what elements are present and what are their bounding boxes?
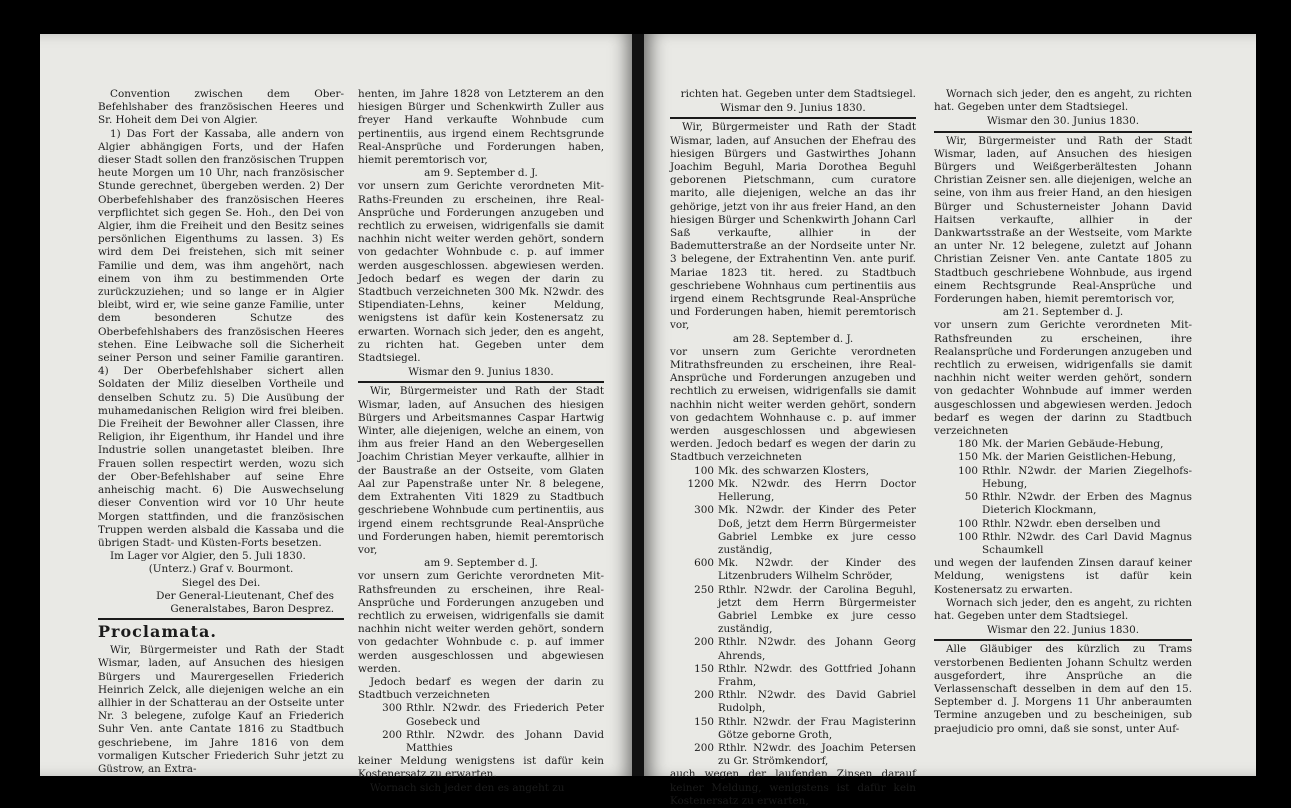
wismar-date: Wismar den 9. Junius 1830. xyxy=(408,366,554,379)
notice-rule xyxy=(934,639,1192,641)
list-item xyxy=(670,716,916,742)
notice-date: am 28. September d. J. xyxy=(732,332,854,345)
notice-continuation: henten, im Jahre 1828 von Letzterem an den hiesigen Bürger und Schenkwirth Zuller aus freyer Hand verkaufte Wohnbude cum pertinentiis, aus irgend einem Rechtsgrunde Real-Ansprüche und Forderungen haben, hiemit peremtorisch vor, xyxy=(358,88,604,167)
section-rule xyxy=(98,618,344,620)
list-item xyxy=(670,663,916,689)
list-amount: 200 xyxy=(382,728,402,741)
list-item xyxy=(934,518,1192,531)
list-item xyxy=(670,689,916,715)
list-item xyxy=(934,491,1192,517)
notice-date: am 9. September d. J. xyxy=(424,167,538,180)
list-amount: 150 xyxy=(958,451,978,464)
list-item xyxy=(934,438,1192,451)
list-text: Rthlr. N2wdr. des David Gabriel Rudolph, xyxy=(718,689,916,715)
list-item xyxy=(670,584,916,637)
list-item xyxy=(670,742,916,768)
list-item xyxy=(670,478,916,504)
notice-text: Jedoch bedarf es wegen der darin zu Stadtbuch verzeichneten xyxy=(358,675,604,702)
wismar-date: Wismar den 30. Junius 1830. xyxy=(986,115,1140,128)
list-amount: 200 xyxy=(694,689,714,702)
wismar-date: Wismar den 22. Junius 1830. xyxy=(986,624,1140,637)
convention-intro: Convention zwischen dem Ober-Befehlshaber des französischen Heeres und Sr. Hoheit dem Dei von Algier. xyxy=(98,88,344,127)
notice-text: vor unsern zum Gerichte verordneten Mit-Raths-Freunden zu erscheinen, ihre Real-Ansprüche und Forderungen anzugeben und rechtlich zu erweisen, widrigenfalls sie damit nachhin nicht weiter werden gehört, sondern von gedachter Wohnbude c. p. auf immer werden ausgeschlossen. abgewiesen werden. Jedoch bedarf es wegen der darin zu Stadtbuch verzeichneten 300 Mk. N2wdr. des Stipendiaten-Lehns, keiner Meldung, wenigstens ist dafür kein Kostenersatz zu erwarten. Wornach sich jeder, den es angeht, zu richten hat. Gegeben unter dem Stadtsiegel. xyxy=(358,180,604,365)
list-text: Mk. des schwarzen Klosters, xyxy=(718,464,870,477)
list-text: Mk. der Marien Gebäude-Hebung, xyxy=(982,438,1164,451)
list-amount: 1200 xyxy=(687,477,714,490)
wismar-date: Wismar den 9. Junius 1830. xyxy=(720,102,866,115)
list-item xyxy=(934,451,1192,464)
list-text: Rthlr. N2wdr. der Frau Magisterinn Götze geborne Groth, xyxy=(718,715,916,741)
list-amount: 300 xyxy=(694,504,714,517)
notice-text: vor unsern zum Gerichte verordneten Mitrathsfreunden zu erscheinen, ihre Real-Ansprüche und Forderungen anzugeben und rechtlich zu erweisen, widrigenfalls sie damit nachhin nicht weiter werden gehört, sondern von gedachtem Wohnhause c. p. auf immer werden ausgeschlossen und abgewiesen werden. Jedoch bedarf es wegen der darin zu Stadtbuch verzeichneten xyxy=(670,345,916,464)
notice-rule xyxy=(934,131,1192,133)
list-amount: 50 xyxy=(964,491,978,504)
notice-text: vor unsern zum Gerichte verordneten Mit-Rathsfreunden zu erscheinen, ihre Realansprüche und Forderungen anzugeben und rechtlich zu erweisen, widrigenfalls sie damit nachhin nicht weiter werden gehört, sondern von gedachter Wohnbude auf immer werden ausgeschlossen und abgewiesen werden. Jedoch bedarf es wegen der darinn zu Stadtbuch verzeichneten xyxy=(934,319,1192,438)
notice-rule xyxy=(670,117,916,119)
list-amount: 200 xyxy=(694,741,714,754)
list-item xyxy=(670,465,916,478)
list-amount: 100 xyxy=(694,464,714,477)
list-amount: 100 xyxy=(958,530,978,543)
list-item xyxy=(934,531,1192,557)
list-text: Rthlr. N2wdr. des Friederich Peter Gosebeck und xyxy=(406,702,604,728)
notice-text: auch wegen der laufenden Zinsen darauf keiner Meldung, wenigstens ist dafür kein Kostenersatz zu erwarten, xyxy=(670,768,916,807)
right-column-4 xyxy=(934,88,1192,736)
list-text: Mk. der Marien Geistlichen-Hebung, xyxy=(982,451,1176,464)
notice-body: Wir, Bürgermeister und Rath der Stadt Wismar, laden, auf Ansuchen des hiesigen Bürgers und Arbeitsmannes Caspar Hartwig Winter, alle diejenigen, welche an einem, von ihm aus freier Hand an den Webergesellen Joachim Christian Meyer verkaufte, allhier in der Baustraße an der Ostseite, vom Glaten Aal zur Papenstraße unter Nr. 8 belegene, dem Extrahenten Viti 1829 zu Stadtbuch geschriebene Wohnbude cum pertinentiis, aus irgend einem rechtsgrunde Real-Ansprüche und Forderungen haben, hiemit peremtorisch vor, xyxy=(358,385,604,556)
list-text: Mk. N2wdr. der Kinder des Litzenbruders Wilhelm Schröder, xyxy=(718,557,916,583)
list-text: Rthlr. N2wdr. des Gottfried Johann Frahm, xyxy=(718,662,916,688)
seal-line: Siegel des Dei. xyxy=(181,576,261,589)
left-column-2 xyxy=(358,88,604,795)
notice-date: am 21. September d. J. xyxy=(1002,306,1124,319)
list-amount: 180 xyxy=(958,438,978,451)
list-item xyxy=(670,636,916,662)
notice-text: keiner Meldung wenigstens ist dafür kein Kostenersatz zu erwarten. xyxy=(358,755,604,781)
notice-text: und wegen der laufenden Zinsen darauf keiner Meldung, wenigstens ist dafür kein Kostenersatz zu erwarten. xyxy=(934,557,1192,596)
list-amount: 250 xyxy=(694,583,714,596)
notice-text: vor unsern zum Gerichte verordneten Mit-Rathsfreunden zu erscheinen, ihre Real-Ansprüche und Forderungen anzugeben und rechtlich zu erweisen, widrigenfalls sie damit nachhin nicht weiter werden gehört, sondern von gedachter Wohnbude c. p. auf immer werden ausgeschlossen und abgewiesen werden. xyxy=(358,570,604,675)
list-item xyxy=(358,702,604,728)
signed-line: (Unterz.) Graf v. Bourmont. xyxy=(148,563,294,576)
list-amount: 100 xyxy=(958,464,978,477)
notice-text: Wornach sich jeder den es angeht zu xyxy=(370,781,565,794)
notice-text: Wornach sich jeder, den es angeht, zu richten hat. Gegeben unter dem Stadtsiegel. xyxy=(934,596,1192,622)
list-text: Rthlr. N2wdr. des Joachim Petersen zu Gr. Strömkendorf, xyxy=(718,741,916,768)
list-item xyxy=(670,557,916,583)
left-column-1 xyxy=(98,88,344,776)
list-item xyxy=(670,504,916,557)
list-text: Rthlr. N2wdr. des Johann David Matthies xyxy=(406,728,604,754)
list-text: Mk. N2wdr. des Herrn Doctor Hellerung, xyxy=(718,477,916,504)
notice-body: Alle Gläubiger des kürzlich zu Trams verstorbenen Bedienten Johann Schultz werden ausgefordert, ihre Ansprüche an die Verlassenschaft desselben in dem auf den 15. September d. J. Morgens 11 Uhr anberaumten Termine anzugeben und zu bescheinigen, sub praejudicio pro omni, daß sie sonst, unter Auf- xyxy=(934,643,1192,735)
notice-rule xyxy=(358,381,604,383)
list-amount: 100 xyxy=(958,517,978,530)
list-amount: 150 xyxy=(694,662,714,675)
list-text: Rthlr. N2wdr. der Carolina Beguhl, jetzt dem Herrn Bürgermeister Gabriel Lembke ex jure cesso zuständig, xyxy=(718,583,916,636)
list-amount: 200 xyxy=(694,636,714,649)
left-page xyxy=(40,34,634,794)
notice-body: Wir, Bürgermeister und Rath der Stadt Wismar, laden, auf Ansuchen des hiesigen Bürgers und Weißgerberältesten Johann Christian Zeisner sen. alle diejenigen, welche an seine, von ihm aus freier Hand, an den hiesigen Bürger und Schusterneister Johann David Haitsen verkaufte, allhier in der Dankwartsstraße an der Westseite, vom Markte an unter Nr. 12 belegene, zuletzt auf Johann Christian Zeisner Ven. ante Cantate 1805 zu Stadtbuch geschriebene Wohnbude, aus irgend einem Rechtsgrunde Real-Ansprüche und Forderungen haben, hiemit peremtorisch vor, xyxy=(934,134,1192,306)
notice-body: Wir, Bürgermeister und Rath der Stadt Wismar, laden, auf Ansuchen der Ehefrau des hiesigen Bürgers und Gastwirthes Johann Joachim Beguhl, Maria Dorothea Beguhl geborenen Pietschmann, cum curatore marito, alle diejenigen, welche an das ihr gehörige, jetzt von ihr aus freier Hand, an den hiesigen Bürger und Schenkwirth Johann Carl Saß verkaufte, allhier in der Bademutterstraße an der Nordseite unter Nr. 3 belegene, der Extrahentinn Ven. ante purif. Mariae 1823 tit. hered. zu Stadtbuch geschriebene Wohnhaus cum pertinentiis aus irgend einem Rechtsgrunde Real-Ansprüche und Forderungen haben, hiemit peremtorisch vor, xyxy=(670,121,916,332)
list-amount: 300 xyxy=(382,702,402,715)
list-item xyxy=(934,465,1192,491)
notice-continuation: Wornach sich jeder, den es angeht, zu richten hat. Gegeben unter dem Stadtsiegel. xyxy=(934,88,1192,114)
list-text: Rthlr. N2wdr. des Carl David Magnus Schaumkell xyxy=(982,530,1192,556)
list-text: Mk. N2wdr. der Kinder des Peter Doß, jetzt dem Herrn Bürgermeister Gabriel Lembke ex jure cesso zuständig, xyxy=(718,504,916,556)
list-text: Rthlr. N2wdr. eben derselben und xyxy=(982,517,1161,530)
notice-date: am 9. September d. J. xyxy=(424,557,538,570)
camp-line: Im Lager vor Algier, den 5. Juli 1830. xyxy=(110,550,306,563)
list-text: Rthlr. N2wdr. der Erben des Magnus Dieterich Klockmann, xyxy=(982,491,1192,517)
convention-body: 1) Das Fort der Kassaba, alle andern von Algier abhängigen Forts, und der Hafen dieser Stadt sollen den französischen Truppen heute Morgen um 10 Uhr, nach französischer Stunde gerechnet, übergeben werden. 2) Der Oberbefehlshaber des französischen Heeres verpflichtet sich gegen Se. Hoh., den Dei von Algier, ihm die Freiheit und den Besitz seines persönlichen Eigenthums zu lassen. 3) Es wird dem Dei freistehen, sich mit seiner Familie und dem, was ihm angehört, nach einem von ihm zu bestimmenden Orte zurückzuziehen; und so lange er in Algier bleibt, wird er, wie seine ganze Familie, unter dem besonderen Schutze des Oberbefehlshabers des französischen Heeres stehen. Eine Leibwache soll die Sicherheit seiner Person und seiner Familie garantiren. 4) Der Oberbefehlshaber sichert allen Soldaten der Miliz dieselben Vortheile und denselben Schutz zu. 5) Die Ausübung der muhamedanischen Religion wird frei bleiben. Die Freiheit der Bewohner aller Classen, ihre Religion, ihr Eigenthum, ihr Handel und ihre Industrie sollen unangetastet bleiben. Ihre Frauen sollen respectirt werden, wozu sich der Ober-Befehlshaber auf seine Ehre anheischig macht. 6) Die Auswechselung dieser Convention wird vor 10 Uhr heute Morgen stattfinden, und die französischen Truppen werden alsbald die Kassaba und die übrigen Stadt- und Küsten-Forts besetzen. xyxy=(98,127,344,549)
list-item xyxy=(358,729,604,755)
list-text: Rthlr. N2wdr. der Marien Ziegelhofs-Hebung, xyxy=(982,464,1192,490)
general-line: Der General-Lieutenant, Chef des Generalstabes, Baron Desprez. xyxy=(156,589,334,615)
list-text: Rthlr. N2wdr. des Johann Georg Ahrends, xyxy=(718,636,916,662)
notice-continuation: richten hat. Gegeben unter dem Stadtsiegel. xyxy=(680,88,916,100)
list-amount: 600 xyxy=(694,557,714,570)
proclamata-heading: Proclamata. xyxy=(98,622,217,642)
right-page xyxy=(644,34,1256,807)
right-column-3 xyxy=(670,88,916,808)
list-amount: 150 xyxy=(694,715,714,728)
proclamata-body: Wir, Bürgermeister und Rath der Stadt Wismar, laden, auf Ansuchen des hiesigen Bürgers und Maurergesellen Friederich Heinrich Zelck, alle diejenigen welche an ein allhier in der Schatterau an der Ostseite unter Nr. 3 belegene, zufolge Kauf an Friederich Suhr Ven. ante Cantate 1816 zu Stadtbuch geschriebene, im Jahre 1816 von dem vormaligen Kutscher Friederich Suhr jetzt zu Güstrow, an Extra- xyxy=(98,644,344,775)
